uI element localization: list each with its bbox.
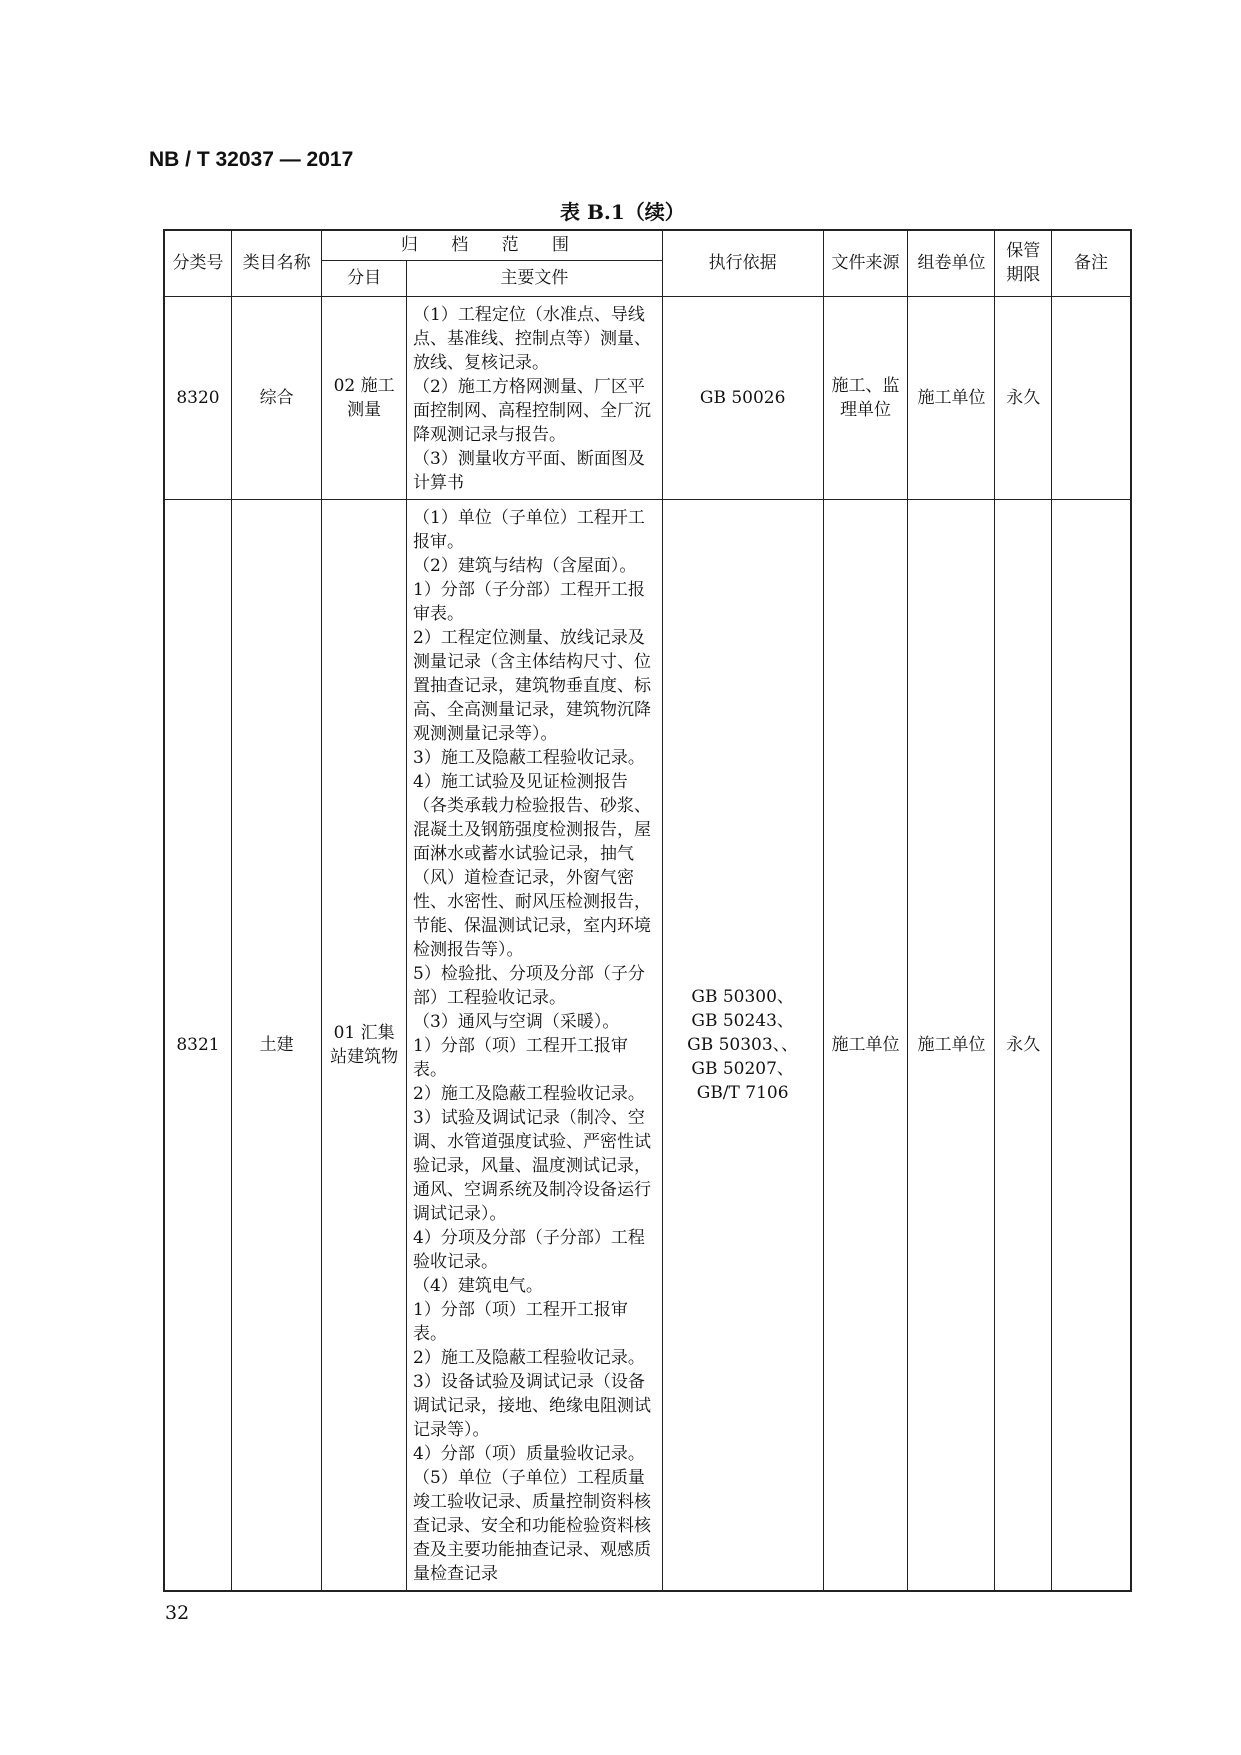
row-basis: GB 50026 xyxy=(662,296,823,499)
file-entry: 2）工程定位测量、放线记录及测量记录（含主体结构尺寸、位置抽查记录，建筑物垂直度、标高、全高测量记录，建筑物沉降观测测量记录等）。 xyxy=(413,627,652,744)
basis-line: GB 50243、 xyxy=(691,1010,794,1031)
row-remark xyxy=(1052,499,1131,1591)
file-entry: （4）建筑电气。 xyxy=(413,1275,543,1296)
row-main-files xyxy=(407,499,663,1591)
file-entry: 5）检验批、分项及分部（子分部）工程验收记录。 xyxy=(413,963,645,1008)
header-period: 保管期限 xyxy=(995,230,1052,296)
row-basis xyxy=(662,499,823,1591)
table-row xyxy=(164,499,1131,1591)
basis-line: GB 50207、 xyxy=(691,1058,794,1079)
file-entry: 3）设备试验及调试记录（设备调试记录，接地、绝缘电阻测试记录等）。 xyxy=(413,1371,652,1440)
file-entry: 3）施工及隐蔽工程验收记录。 xyxy=(413,747,645,768)
basis-line: GB/T 7106 xyxy=(696,1082,789,1103)
header-subitem: 分目 xyxy=(322,260,407,296)
file-entry: （3）测量收方平面、断面图及计算书 xyxy=(413,448,645,493)
file-entry: 1）分部（项）工程开工报审表。 xyxy=(413,1035,628,1080)
file-entry: 4）施工试验及见证检测报告（各类承载力检验报告、砂浆、混凝土及钢筋强度检测报告，屋面淋水或蓄水试验记录，抽气（风）道检查记录，外窗气密性、水密性、耐风压检测报告，节能、保温测试记录，室内环境检测报告等）。 xyxy=(413,771,652,960)
file-entry: （3）通风与空调（采暖）。 xyxy=(413,1011,620,1032)
standard-code: NB / T 32037 — 2017 xyxy=(149,148,354,171)
file-entry: 2）施工及隐蔽工程验收记录。 xyxy=(413,1347,645,1368)
file-entry: （1）单位（子单位）工程开工报审。 xyxy=(413,507,645,552)
row-code: 8320 xyxy=(164,296,231,499)
row-period: 永久 xyxy=(995,296,1052,499)
row-main-files xyxy=(407,296,663,499)
row-period: 永久 xyxy=(995,499,1052,1591)
file-entry: （1）工程定位（水准点、导线点、基准线、控制点等）测量、放线、复核记录。 xyxy=(413,304,652,373)
header-category: 类目名称 xyxy=(231,230,321,296)
file-entry: 4）分部（项）质量验收记录。 xyxy=(413,1443,645,1464)
row-source: 施工单位 xyxy=(823,499,908,1591)
row-subitem: 01 汇集站建筑物 xyxy=(322,499,407,1591)
file-entry: 4）分项及分部（子分部）工程验收记录。 xyxy=(413,1227,645,1272)
file-entry: （5）单位（子单位）工程质量竣工验收记录、质量控制资料核查记录、安全和功能检验资料核查及主要功能抽查记录、观感质量检查记录 xyxy=(413,1467,652,1584)
row-remark xyxy=(1052,296,1131,499)
header-archive-scope: 归 档 范 围 xyxy=(322,230,662,260)
row-subitem: 02 施工测量 xyxy=(322,296,407,499)
header-source: 文件来源 xyxy=(823,230,908,296)
header-unit: 组卷单位 xyxy=(908,230,995,296)
page-number: 32 xyxy=(165,1602,190,1624)
row-unit: 施工单位 xyxy=(908,296,995,499)
file-entry: 1）分部（子分部）工程开工报审表。 xyxy=(413,579,645,624)
header-remark: 备注 xyxy=(1052,230,1131,296)
file-entry: 2）施工及隐蔽工程验收记录。 xyxy=(413,1083,645,1104)
header-main-files: 主要文件 xyxy=(407,260,663,296)
header-code: 分类号 xyxy=(164,230,231,296)
row-category: 土建 xyxy=(231,499,321,1591)
row-code: 8321 xyxy=(164,499,231,1591)
row-unit: 施工单位 xyxy=(908,499,995,1591)
table-row xyxy=(164,296,1131,499)
row-source: 施工、监理单位 xyxy=(823,296,908,499)
basis-line: GB 50300、 xyxy=(691,986,794,1007)
row-category: 综合 xyxy=(231,296,321,499)
table-title: 表 B.1（续） xyxy=(560,200,685,224)
archive-table xyxy=(163,229,1132,1592)
file-entry: 1）分部（项）工程开工报审表。 xyxy=(413,1299,628,1344)
file-entry: （2）建筑与结构（含屋面）。 xyxy=(413,555,637,576)
basis-line: GB 50303、、 xyxy=(687,1034,799,1055)
header-basis: 执行依据 xyxy=(662,230,823,296)
file-entry: 3）试验及调试记录（制冷、空调、水管道强度试验、严密性试验记录，风量、温度测试记录，通风、空调系统及制冷设备运行调试记录）。 xyxy=(413,1107,652,1224)
file-entry: （2）施工方格网测量、厂区平面控制网、高程控制网、全厂沉降观测记录与报告。 xyxy=(413,376,652,445)
